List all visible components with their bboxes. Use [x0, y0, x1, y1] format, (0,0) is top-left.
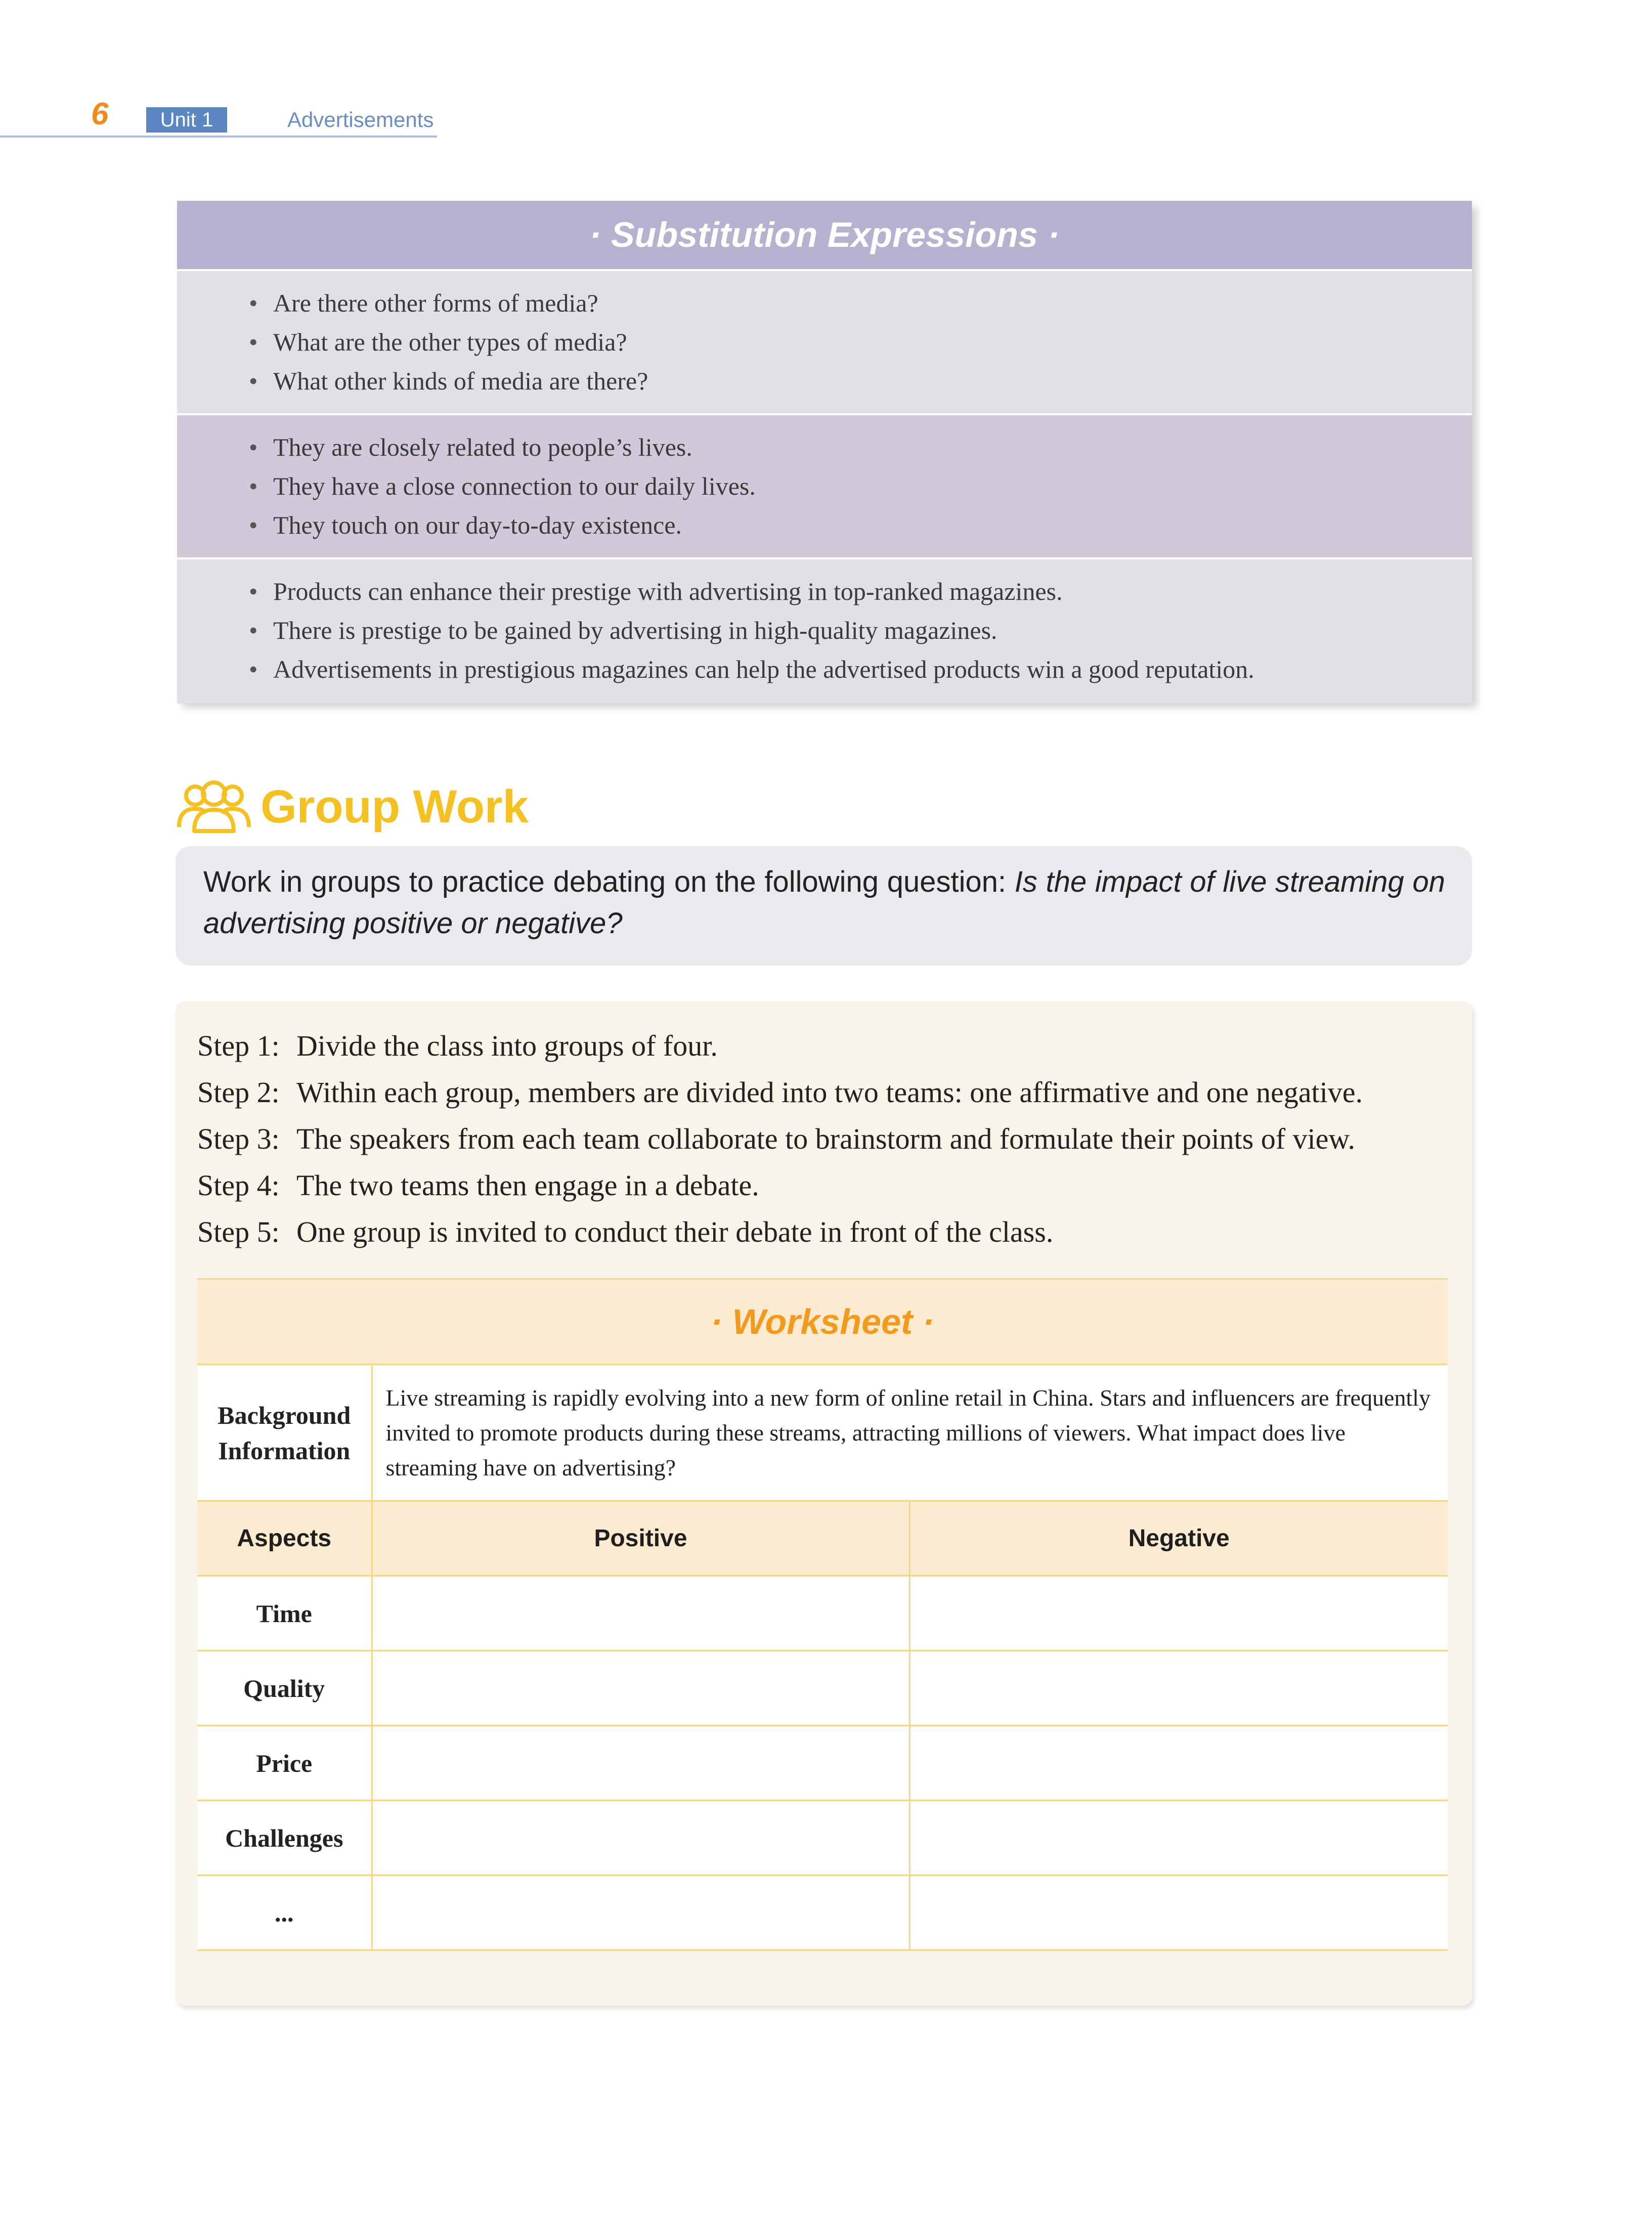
substitution-title: · Substitution Expressions ·	[177, 201, 1472, 269]
substitution-section-media	[177, 269, 1472, 415]
substitution-section-lives	[177, 413, 1472, 559]
aspect-label: Challenges	[197, 1801, 372, 1875]
worksheet-table	[197, 1278, 1448, 1951]
column-header-aspects: Aspects	[197, 1501, 372, 1576]
substitution-expressions-box	[177, 201, 1472, 702]
step-text: One group is invited to conduct their debate in front of the class.	[296, 1215, 1054, 1248]
group-work-instruction-box	[176, 846, 1472, 966]
background-information-text: Live streaming is rapidly evolving into a new form of online retail in China. Stars and influencers are frequently invited to promote products during these streams, attracting millions of viewers. What impact does live streaming have on advertising?	[372, 1365, 1448, 1501]
step-text: The two teams then engage in a debate.	[296, 1169, 759, 1202]
expression-item: • There is prestige to be gained by advertising in high-quality magazines.	[273, 611, 1472, 650]
positive-cell[interactable]	[372, 1875, 909, 1950]
step-label: Step 1:	[197, 1029, 280, 1062]
worksheet	[197, 1278, 1448, 1951]
step-label: Step 5:	[197, 1215, 280, 1248]
expression-item: • What other kinds of media are there?	[273, 362, 1472, 401]
table-row	[197, 1801, 1448, 1875]
steps-panel	[176, 1001, 1472, 2005]
expression-item: • Advertisements in prestigious magazines can help the advertised products win a good reputation.	[273, 650, 1472, 689]
header-rule	[0, 136, 437, 138]
negative-cell[interactable]	[909, 1875, 1448, 1950]
step-text: Divide the class into groups of four.	[296, 1029, 718, 1062]
instruction-plain: Work in groups to practice debating on the following question:	[203, 865, 1015, 898]
aspect-label: Price	[197, 1726, 372, 1801]
group-work-title: Group Work	[260, 781, 529, 833]
expression-item: • Products can enhance their prestige with advertising in top-ranked magazines.	[273, 572, 1472, 611]
table-row	[197, 1651, 1448, 1726]
unit-title: Advertisements	[287, 108, 434, 132]
step-text: Within each group, members are divided into two teams: one affirmative and one negative.	[296, 1076, 1363, 1109]
step-item	[197, 1023, 1363, 1069]
table-row	[197, 1726, 1448, 1801]
step-label: Step 3:	[197, 1122, 280, 1155]
positive-cell[interactable]	[372, 1651, 909, 1726]
step-item	[197, 1162, 1363, 1209]
aspect-label: Quality	[197, 1651, 372, 1726]
expression-item: • Are there other forms of media?	[273, 284, 1472, 323]
column-header-negative: Negative	[909, 1501, 1448, 1576]
unit-badge: Unit 1	[146, 107, 227, 133]
negative-cell[interactable]	[909, 1576, 1448, 1651]
step-label: Step 2:	[197, 1076, 280, 1109]
step-label: Step 4:	[197, 1169, 280, 1202]
group-work-instruction	[203, 861, 1445, 944]
negative-cell[interactable]	[909, 1651, 1448, 1726]
negative-cell[interactable]	[909, 1801, 1448, 1875]
steps-list	[197, 1023, 1363, 1255]
expression-item: • They have a close connection to our daily lives.	[273, 467, 1472, 506]
positive-cell[interactable]	[372, 1576, 909, 1651]
column-header-positive: Positive	[372, 1501, 909, 1576]
step-text: The speakers from each team collaborate to brainstorm and formulate their points of view.	[296, 1122, 1356, 1155]
aspect-label: ...	[197, 1875, 372, 1950]
background-information-label: Background Information	[197, 1365, 372, 1501]
page-number: 6	[91, 97, 109, 132]
debate-question: Is the impact of live streaming on advertising positive or negative?	[203, 865, 1445, 940]
group-people-icon	[176, 776, 252, 835]
table-row	[197, 1576, 1448, 1651]
step-item	[197, 1116, 1363, 1162]
positive-cell[interactable]	[372, 1801, 909, 1875]
table-row	[197, 1875, 1448, 1950]
positive-cell[interactable]	[372, 1726, 909, 1801]
substitution-section-prestige	[177, 557, 1472, 704]
expression-item: • They touch on our day-to-day existence.	[273, 506, 1472, 545]
step-item	[197, 1209, 1363, 1255]
expression-item: • What are the other types of media?	[273, 323, 1472, 362]
worksheet-title: · Worksheet ·	[197, 1279, 1448, 1365]
negative-cell[interactable]	[909, 1726, 1448, 1801]
step-item	[197, 1069, 1363, 1116]
aspect-label: Time	[197, 1576, 372, 1651]
expression-item: • They are closely related to people’s lives.	[273, 428, 1472, 467]
